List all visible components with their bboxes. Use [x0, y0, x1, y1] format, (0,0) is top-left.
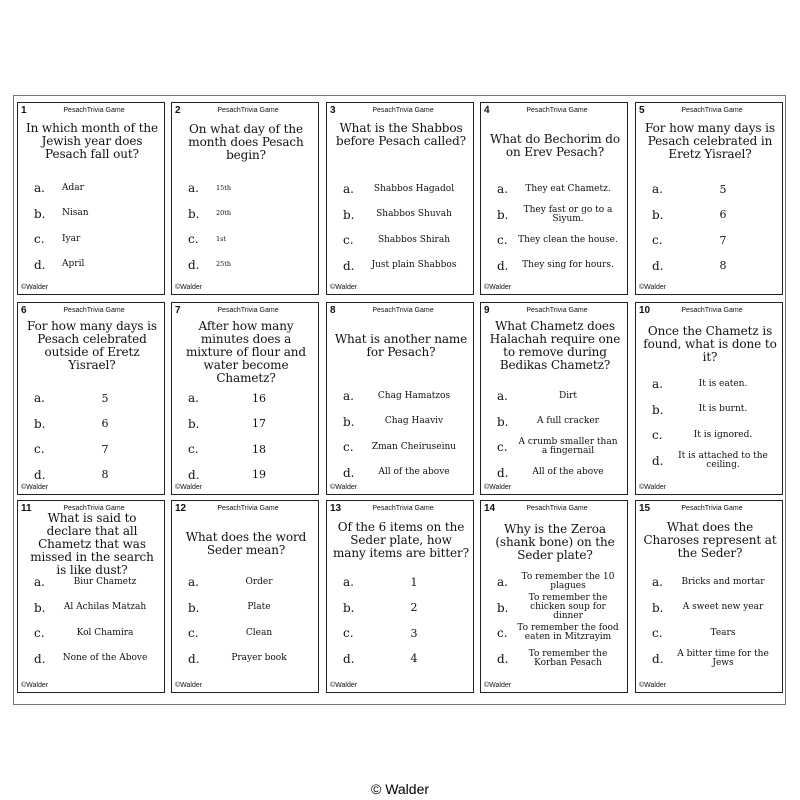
card-number: 8: [330, 305, 336, 316]
answer-option: [636, 397, 782, 423]
card-header-label: PesachTrivia Game: [681, 505, 743, 512]
option-text: A crumb smaller than a fingernail: [518, 437, 618, 456]
answer-option: [18, 226, 164, 252]
option-text: 20th: [216, 209, 232, 217]
answer-option: [481, 620, 627, 646]
answer-option: [327, 595, 473, 621]
trivia-card-15: [635, 500, 783, 693]
option-text: Dirt: [558, 390, 577, 401]
card-question: For how many days is Pesach celebrated outside of Eretz Yisrael?: [27, 319, 157, 372]
card-header-label: PesachTrivia Game: [372, 307, 434, 314]
card-header-label: PesachTrivia Game: [217, 107, 279, 114]
option-letter: b.: [188, 206, 200, 221]
option-text: To remember the food eaten in Mitzrayim: [517, 623, 619, 642]
option-text: They clean the house.: [518, 234, 618, 245]
answer-option: [636, 569, 782, 595]
answer-option: [481, 646, 627, 672]
card-footer: ©Walder: [639, 682, 667, 689]
option-text: Tears: [710, 627, 736, 638]
card-number: 10: [639, 305, 651, 316]
card-number: 2: [175, 105, 181, 116]
option-text: 5: [719, 182, 727, 196]
answer-option: [636, 371, 782, 397]
card-number: 1: [21, 105, 27, 116]
option-letter: d.: [34, 257, 46, 272]
card-footer: ©Walder: [330, 484, 358, 491]
card-number: 5: [639, 105, 645, 116]
option-letter: c.: [188, 442, 199, 456]
option-letter: a.: [34, 181, 45, 195]
option-letter: c.: [497, 440, 508, 454]
option-letter: b.: [188, 600, 200, 615]
answer-option: [636, 448, 782, 474]
card-footer: ©Walder: [484, 484, 512, 491]
option-letter: d.: [497, 258, 509, 273]
answer-option: [636, 422, 782, 448]
card-question: Once the Chametz is found, what is done to it?: [643, 324, 777, 364]
option-text: 6: [101, 417, 109, 430]
answer-option: [481, 253, 627, 279]
answer-option: [18, 646, 164, 672]
answer-option: [327, 253, 473, 279]
card-number: 14: [484, 503, 496, 514]
option-text: A bitter time for the Jews: [677, 648, 769, 668]
option-text: Shabbos Shirah: [377, 234, 451, 245]
answer-option: [18, 252, 164, 278]
card-footer: ©Walder: [639, 284, 667, 291]
card-number: 12: [175, 503, 187, 514]
option-letter: a.: [34, 391, 45, 405]
option-letter: d.: [34, 651, 46, 666]
answer-option: [172, 226, 318, 252]
card-number: 9: [484, 305, 490, 316]
option-text: 3: [410, 626, 418, 640]
option-letter: c.: [34, 626, 45, 640]
option-letter: b.: [343, 414, 355, 429]
option-text: Prayer book: [231, 653, 287, 663]
trivia-card-8: [326, 302, 474, 495]
card-footer: ©Walder: [175, 682, 203, 689]
option-text: 19: [252, 468, 266, 481]
option-text: Just plain Shabbos: [371, 260, 457, 270]
answer-option: [172, 569, 318, 595]
option-letter: a.: [188, 391, 199, 405]
answer-option: [327, 227, 473, 253]
option-letter: b.: [652, 600, 664, 615]
option-letter: a.: [188, 181, 199, 195]
card-question: What do Bechorim do on Erev Pesach?: [490, 132, 620, 159]
answer-option: [172, 436, 318, 462]
trivia-card-1: [17, 102, 165, 295]
option-letter: c.: [343, 626, 354, 640]
answer-option: [481, 569, 627, 595]
option-letter: c.: [497, 233, 508, 247]
option-text: 17: [252, 417, 266, 430]
option-text: All of the above: [532, 467, 604, 477]
option-letter: b.: [34, 206, 46, 221]
answer-option: [172, 646, 318, 672]
card-header-label: PesachTrivia Game: [63, 505, 125, 512]
trivia-card-11: [17, 500, 165, 693]
option-text: Biur Chametz: [73, 576, 137, 587]
option-letter: b.: [497, 600, 509, 615]
option-text: 4: [410, 652, 418, 665]
card-footer: ©Walder: [484, 682, 512, 689]
option-text: All of the above: [378, 467, 450, 477]
card-footer: ©Walder: [330, 284, 358, 291]
answer-option: [172, 175, 318, 201]
answer-option: [327, 409, 473, 435]
answer-option: [636, 646, 782, 672]
option-letter: d.: [497, 465, 509, 480]
answer-option: [636, 595, 782, 621]
card-question: What is the Shabbos before Pesach called?: [336, 121, 466, 148]
card-question: Why is the Zeroa (shank bone) on the Seder plate?: [495, 522, 615, 562]
option-text: 1st: [216, 234, 227, 243]
option-text: It is burnt.: [698, 404, 748, 414]
card-question: What does the word Seder mean?: [185, 530, 307, 557]
card-number: 7: [175, 305, 181, 316]
option-letter: a.: [497, 575, 508, 589]
answer-option: [481, 409, 627, 435]
option-text: It is eaten.: [698, 378, 748, 389]
option-letter: d.: [343, 258, 355, 273]
card-header-label: PesachTrivia Game: [526, 307, 588, 314]
answer-option: [18, 595, 164, 621]
card-footer: ©Walder: [175, 284, 203, 291]
option-letter: c.: [343, 440, 354, 454]
option-text: Plate: [247, 602, 271, 612]
card-number: 11: [21, 503, 32, 514]
option-text: Order: [245, 576, 273, 587]
option-letter: c.: [652, 428, 663, 442]
card-header-label: PesachTrivia Game: [217, 307, 279, 314]
answer-option: [18, 201, 164, 227]
trivia-card-7: [171, 302, 319, 495]
option-text: 1: [410, 575, 418, 589]
card-footer: ©Walder: [21, 284, 49, 291]
card-footer: ©Walder: [330, 682, 358, 689]
answer-option: [172, 411, 318, 437]
card-footer: ©Walder: [639, 484, 667, 491]
answer-option: [636, 202, 782, 228]
option-text: To remember the 10 plagues: [521, 572, 615, 591]
option-text: They sing for hours.: [522, 260, 614, 270]
card-question: What Chametz does Halachah require one to remove during Bedikas Chametz?: [489, 319, 621, 372]
option-letter: c.: [652, 626, 663, 640]
option-letter: b.: [34, 416, 46, 431]
answer-option: [636, 620, 782, 646]
answer-option: [636, 176, 782, 202]
option-text: Iyar: [62, 233, 81, 244]
option-letter: d.: [343, 465, 355, 480]
answer-option: [327, 176, 473, 202]
trivia-card-5: [635, 102, 783, 295]
answer-option: [327, 620, 473, 646]
option-text: 15th: [216, 183, 232, 192]
answer-option: [327, 569, 473, 595]
option-text: 2: [410, 601, 418, 614]
answer-option: [481, 595, 627, 621]
option-letter: c.: [34, 442, 45, 456]
option-text: 8: [719, 259, 727, 272]
option-letter: c.: [652, 233, 663, 247]
card-header-label: PesachTrivia Game: [526, 505, 588, 512]
option-letter: d.: [188, 467, 200, 482]
answer-option: [481, 202, 627, 228]
answer-option: [481, 434, 627, 460]
option-letter: d.: [188, 651, 200, 666]
card-question: Of the 6 items on the Seder plate, how many items are bitter?: [333, 520, 470, 560]
option-text: 7: [719, 233, 727, 247]
option-text: It is ignored.: [693, 429, 753, 440]
option-text: A full cracker: [537, 416, 599, 426]
option-letter: b.: [652, 207, 664, 222]
card-footer: ©Walder: [175, 484, 203, 491]
answer-option: [481, 176, 627, 202]
card-footer: ©Walder: [21, 682, 49, 689]
option-text: They fast or go to a Siyum.: [523, 204, 613, 224]
option-letter: d.: [497, 651, 509, 666]
option-letter: a.: [652, 575, 663, 589]
card-footer: ©Walder: [21, 484, 49, 491]
option-letter: b.: [188, 416, 200, 431]
card-header-label: PesachTrivia Game: [681, 307, 743, 314]
card-number: 4: [484, 105, 490, 116]
answer-option: [172, 620, 318, 646]
answer-option: [18, 175, 164, 201]
option-letter: c.: [497, 626, 508, 640]
option-text: Chag Hamatzos: [377, 390, 451, 401]
option-letter: a.: [497, 182, 508, 196]
option-text: 5: [101, 391, 109, 405]
option-text: To remember the Korban Pesach: [528, 648, 608, 668]
trivia-card-9: [480, 302, 628, 495]
answer-option: [327, 434, 473, 460]
option-letter: a.: [343, 389, 354, 403]
option-letter: a.: [188, 575, 199, 589]
option-text: To remember the chicken soup for dinner: [528, 593, 608, 621]
option-letter: b.: [497, 207, 509, 222]
card-header-label: PesachTrivia Game: [217, 505, 279, 512]
option-letter: b.: [343, 600, 355, 615]
option-text: Chag Haaviv: [384, 416, 444, 426]
card-header-label: PesachTrivia Game: [681, 107, 743, 114]
page-copyright: © Walder: [370, 781, 430, 797]
option-letter: a.: [497, 389, 508, 403]
trivia-card-14: [480, 500, 628, 693]
answer-option: [18, 620, 164, 646]
card-header-label: PesachTrivia Game: [526, 107, 588, 114]
answer-option: [172, 595, 318, 621]
option-text: They eat Chametz.: [525, 183, 611, 194]
trivia-card-10: [635, 302, 783, 495]
option-letter: d.: [652, 258, 664, 273]
card-header-label: PesachTrivia Game: [63, 307, 125, 314]
option-text: 16: [252, 391, 266, 405]
option-text: Zman Cheiruseinu: [371, 441, 457, 452]
option-text: 25th: [216, 260, 232, 268]
option-text: Kol Chamira: [76, 627, 134, 638]
option-letter: a.: [343, 182, 354, 196]
answer-option: [18, 436, 164, 462]
answer-option: [481, 383, 627, 409]
card-header-label: PesachTrivia Game: [63, 107, 125, 114]
trivia-card-6: [17, 302, 165, 495]
option-text: 8: [101, 468, 109, 481]
trivia-card-13: [326, 500, 474, 693]
answer-option: [327, 383, 473, 409]
card-question: For how many days is Pesach celebrated in Eretz Yisrael?: [645, 121, 775, 161]
option-letter: c.: [343, 233, 354, 247]
trivia-card-4: [480, 102, 628, 295]
option-text: 7: [101, 442, 109, 456]
option-letter: c.: [188, 232, 199, 246]
answer-option: [172, 252, 318, 278]
card-question: On what day of the month does Pesach begin?: [188, 122, 304, 162]
option-text: None of the Above: [62, 653, 148, 663]
option-text: Shabbos Shuvah: [376, 209, 452, 219]
card-number: 3: [330, 105, 336, 116]
option-text: It is attached to the ceiling.: [678, 450, 768, 470]
answer-option: [327, 646, 473, 672]
answer-option: [172, 385, 318, 411]
card-question: What is another name for Pesach?: [334, 332, 468, 359]
trivia-card-sheet: [13, 95, 786, 705]
option-letter: a.: [34, 575, 45, 589]
option-text: Adar: [62, 182, 84, 193]
answer-option: [636, 227, 782, 253]
option-text: A sweet new year: [682, 602, 764, 612]
option-letter: b.: [343, 207, 355, 222]
option-text: Shabbos Hagadol: [373, 183, 455, 194]
card-number: 6: [21, 305, 27, 316]
option-text: 6: [719, 208, 727, 221]
option-letter: d.: [34, 467, 46, 482]
option-letter: c.: [34, 232, 45, 246]
answer-option: [481, 227, 627, 253]
trivia-card-12: [171, 500, 319, 693]
option-text: Nisan: [62, 208, 89, 218]
option-text: Bricks and mortar: [681, 576, 765, 587]
option-letter: a.: [652, 182, 663, 196]
option-letter: b.: [34, 600, 46, 615]
option-text: Al Achilas Matzah: [63, 602, 147, 612]
trivia-card-3: [326, 102, 474, 295]
answer-option: [172, 201, 318, 227]
answer-option: [636, 253, 782, 279]
answer-option: [18, 411, 164, 437]
answer-option: [18, 385, 164, 411]
card-header-label: PesachTrivia Game: [372, 107, 434, 114]
option-letter: d.: [343, 651, 355, 666]
answer-option: [18, 569, 164, 595]
card-number: 15: [639, 503, 651, 514]
option-letter: b.: [497, 414, 509, 429]
option-letter: a.: [652, 377, 663, 391]
option-letter: d.: [188, 257, 200, 272]
card-header-label: PesachTrivia Game: [372, 505, 434, 512]
answer-option: [327, 460, 473, 486]
trivia-card-2: [171, 102, 319, 295]
option-letter: d.: [652, 453, 664, 468]
option-letter: a.: [343, 575, 354, 589]
card-footer: ©Walder: [484, 284, 512, 291]
option-text: Clean: [245, 627, 273, 638]
option-text: 18: [252, 442, 266, 456]
option-letter: b.: [652, 402, 664, 417]
card-number: 13: [330, 503, 342, 514]
option-letter: c.: [188, 626, 199, 640]
card-question: What does the Charoses represent at the Seder?: [643, 520, 777, 560]
card-question: What is said to declare that all Chametz that was missed in the search is like dust?: [30, 511, 154, 577]
card-question: After how many minutes does a mixture of flour and water become Chametz?: [185, 319, 307, 385]
answer-option: [327, 202, 473, 228]
answer-option: [481, 460, 627, 486]
card-question: In which month of the Jewish year does Pesach fall out?: [25, 121, 159, 161]
option-letter: d.: [652, 651, 664, 666]
option-text: April: [62, 259, 85, 269]
